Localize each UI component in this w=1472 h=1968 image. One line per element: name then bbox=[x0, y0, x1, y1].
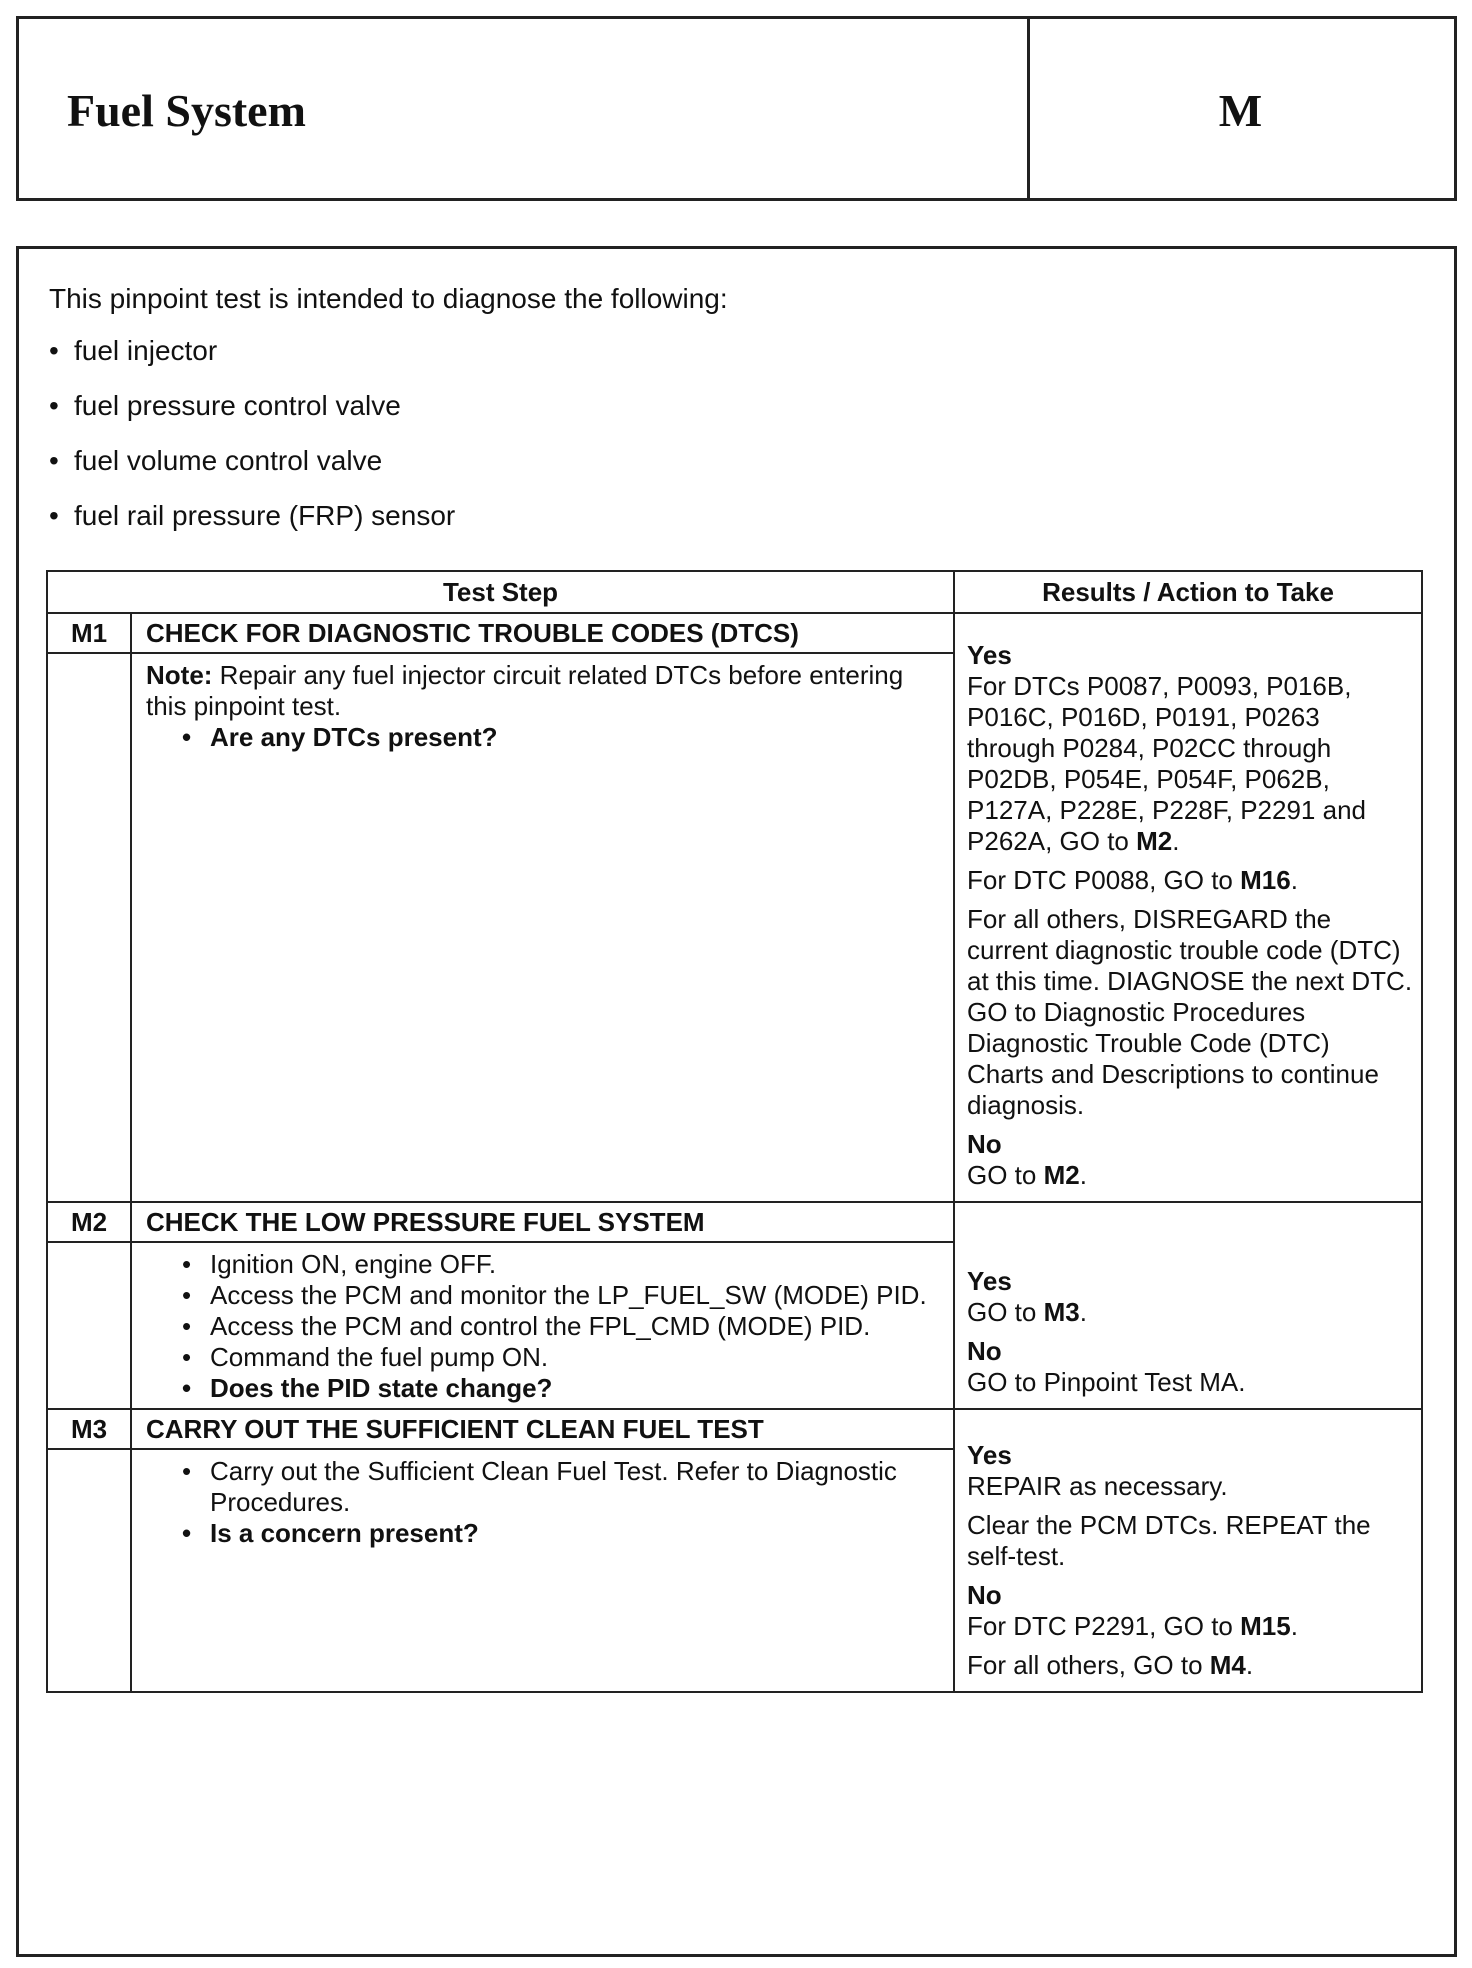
list-item: • fuel rail pressure (FRP) sensor bbox=[49, 500, 456, 531]
goto-step: M2 bbox=[1043, 1160, 1080, 1190]
result-text: For DTC P2291, GO to M15. bbox=[967, 1611, 1298, 1641]
intro-text: This pinpoint test is intended to diagnose the following: bbox=[49, 283, 728, 314]
list-item: • fuel pressure control valve bbox=[49, 390, 401, 421]
step-item: • Access the PCM and control the FPL_CMD (MODE) PID. bbox=[182, 1311, 943, 1342]
step-items bbox=[146, 1249, 943, 1404]
result-text: GO to M2. bbox=[967, 1160, 1087, 1190]
pinpoint-test-table bbox=[46, 570, 1423, 1693]
table-row bbox=[47, 1409, 1422, 1449]
bullet-icon: • bbox=[49, 445, 59, 476]
yes-label: Yes bbox=[967, 640, 1012, 670]
step-body bbox=[131, 653, 954, 1202]
result-text: Clear the PCM DTCs. REPEAT the self-test. bbox=[967, 1510, 1371, 1571]
yes-label: Yes bbox=[967, 1440, 1012, 1470]
step-id: M3 bbox=[47, 1409, 131, 1449]
step-item: • Ignition ON, engine OFF. bbox=[182, 1249, 943, 1280]
step-id-spacer bbox=[47, 1242, 131, 1409]
list-item: • fuel injector bbox=[49, 335, 218, 366]
result-text: GO to Pinpoint Test MA. bbox=[967, 1367, 1246, 1397]
result-text: For all others, GO to M4. bbox=[967, 1650, 1254, 1680]
step-result bbox=[954, 613, 1422, 1202]
yes-label: Yes bbox=[967, 1266, 1012, 1296]
step-body bbox=[131, 1449, 954, 1692]
step-title: CARRY OUT THE SUFFICIENT CLEAN FUEL TEST bbox=[131, 1409, 954, 1449]
list-item: • fuel volume control valve bbox=[49, 445, 383, 476]
table-header-row bbox=[47, 571, 1422, 613]
result-text: For DTCs P0087, P0093, P016B, P016C, P016D, P0191, P0263 through P0284, P02CC through P02DB, P054E, P054F, P062B, P127A, P228E, P228F, P2291 and P262A, GO to M2. bbox=[967, 671, 1366, 856]
note-text: Note: Repair any fuel injector circuit related DTCs before entering this pinpoint test. bbox=[146, 660, 904, 721]
step-question: • Are any DTCs present? bbox=[182, 722, 943, 753]
page-title: Fuel System bbox=[67, 85, 306, 136]
step-result bbox=[954, 1409, 1422, 1692]
result-text: REPAIR as necessary. bbox=[967, 1471, 1228, 1501]
step-items bbox=[146, 1456, 943, 1549]
step-result bbox=[954, 1202, 1422, 1409]
no-label: No bbox=[967, 1580, 1002, 1610]
step-question: • Is a concern present? bbox=[182, 1518, 943, 1549]
bullet-icon: • bbox=[49, 390, 59, 421]
section-letter: M bbox=[1218, 85, 1263, 136]
step-item: • Command the fuel pump ON. bbox=[182, 1342, 943, 1373]
column-header-results: Results / Action to Take bbox=[954, 571, 1422, 613]
goto-step: M4 bbox=[1209, 1650, 1246, 1680]
step-item: • Access the PCM and monitor the LP_FUEL_SW (MODE) PID. bbox=[182, 1280, 943, 1311]
step-id-spacer bbox=[47, 653, 131, 1202]
step-item: • Carry out the Sufficient Clean Fuel Test. Refer to Diagnostic Procedures. bbox=[182, 1456, 943, 1518]
step-title: CHECK FOR DIAGNOSTIC TROUBLE CODES (DTCS) bbox=[131, 613, 954, 653]
no-label: No bbox=[967, 1129, 1002, 1159]
step-id: M1 bbox=[47, 613, 131, 653]
result-text: GO to M3. bbox=[967, 1297, 1087, 1327]
result-text: For all others, DISREGARD the current diagnostic trouble code (DTC) at this time. DIAGNOSE the next DTC. GO to Diagnostic Procedures Diagnostic Trouble Code (DTC) Charts and Descriptions to continue diagnosis. bbox=[967, 904, 1413, 1120]
diagnosis-list bbox=[49, 334, 455, 554]
table-row bbox=[47, 613, 1422, 653]
table-row bbox=[47, 1202, 1422, 1242]
header-box bbox=[16, 16, 1457, 201]
goto-step: M2 bbox=[1136, 826, 1173, 856]
step-items bbox=[146, 722, 943, 753]
column-header-test-step: Test Step bbox=[47, 571, 954, 613]
step-body bbox=[131, 1242, 954, 1409]
bullet-icon: • bbox=[49, 500, 59, 531]
result-text: For DTC P0088, GO to M16. bbox=[967, 865, 1298, 895]
goto-step: M15 bbox=[1240, 1611, 1291, 1641]
goto-step: M16 bbox=[1240, 865, 1291, 895]
step-title: CHECK THE LOW PRESSURE FUEL SYSTEM bbox=[131, 1202, 954, 1242]
no-label: No bbox=[967, 1336, 1002, 1366]
goto-step: M3 bbox=[1043, 1297, 1080, 1327]
step-question: • Does the PID state change? bbox=[182, 1373, 943, 1404]
step-id: M2 bbox=[47, 1202, 131, 1242]
bullet-icon: • bbox=[49, 335, 59, 366]
step-id-spacer bbox=[47, 1449, 131, 1692]
